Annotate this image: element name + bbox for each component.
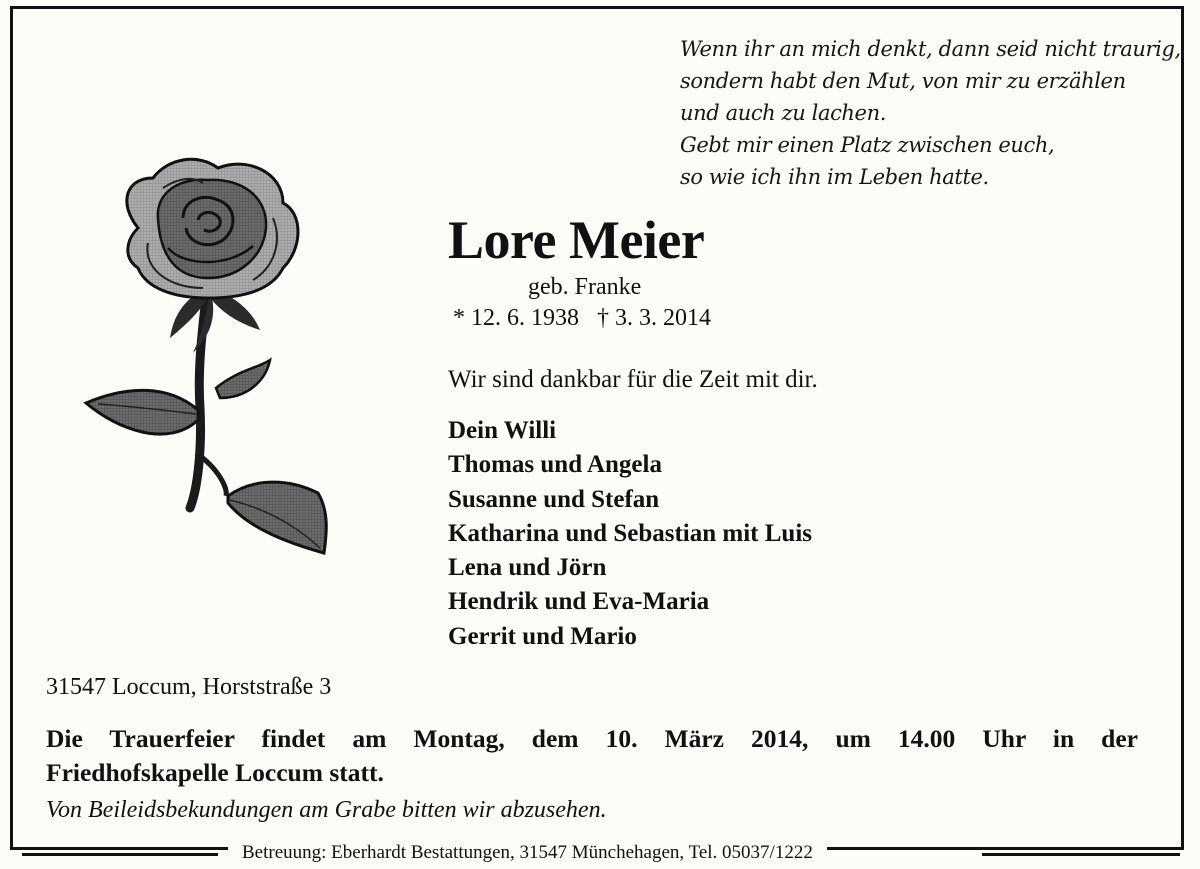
address: 31547 Loccum, Horststraße 3 bbox=[46, 674, 332, 700]
mourner-entry: Gerrit und Mario bbox=[448, 622, 637, 650]
footer-divider-right bbox=[982, 853, 1180, 856]
poem-line: Wenn ihr an mich denkt, dann seid nicht traurig, bbox=[680, 37, 1181, 61]
poem-line: und auch zu lachen. bbox=[680, 101, 886, 125]
life-dates bbox=[453, 305, 729, 332]
mourner-entry: Lena und Jörn bbox=[448, 554, 607, 582]
service-line-1: Die Trauerfeier findet am Montag, dem 10. März 2014, um 14.00 Uhr in der bbox=[46, 724, 1138, 753]
mourners-list bbox=[448, 414, 812, 654]
poem-line: sondern habt den Mut, von mir zu erzählen bbox=[680, 69, 1126, 93]
poem-line: Gebt mir einen Platz zwischen euch, bbox=[680, 133, 1055, 157]
funeral-service-notice bbox=[46, 722, 1138, 790]
mourner-entry: Thomas und Angela bbox=[448, 451, 662, 479]
condolence-note: Von Beileidsbekundungen am Grabe bitten wir abzusehen. bbox=[46, 797, 607, 823]
birth-date: * 12. 6. 1938 bbox=[453, 305, 579, 331]
poem bbox=[680, 33, 1180, 193]
mourner-entry: Katharina und Sebastian mit Luis bbox=[448, 519, 812, 547]
service-line-2: Friedhofskapelle Loccum statt. bbox=[46, 758, 384, 787]
death-date: † 3. 3. 2014 bbox=[597, 305, 711, 331]
mourner-entry: Susanne und Stefan bbox=[448, 485, 660, 513]
footer-divider-left bbox=[22, 853, 218, 856]
thanks-text: Wir sind dankbar für die Zeit mit dir. bbox=[448, 366, 818, 393]
footer-text: Betreuung: Eberhardt Bestattungen, 31547 Münchehagen, Tel. 05037/1222 bbox=[228, 842, 827, 864]
rose-icon bbox=[78, 148, 336, 568]
mourner-entry: Hendrik und Eva-Maria bbox=[448, 588, 710, 616]
poem-line: so wie ich ihn im Leben hatte. bbox=[680, 165, 989, 189]
birth-name: geb. Franke bbox=[528, 274, 642, 300]
mourner-entry: Dein Willi bbox=[448, 417, 557, 444]
footer bbox=[0, 838, 1200, 866]
deceased-name: Lore Meier bbox=[448, 210, 705, 270]
